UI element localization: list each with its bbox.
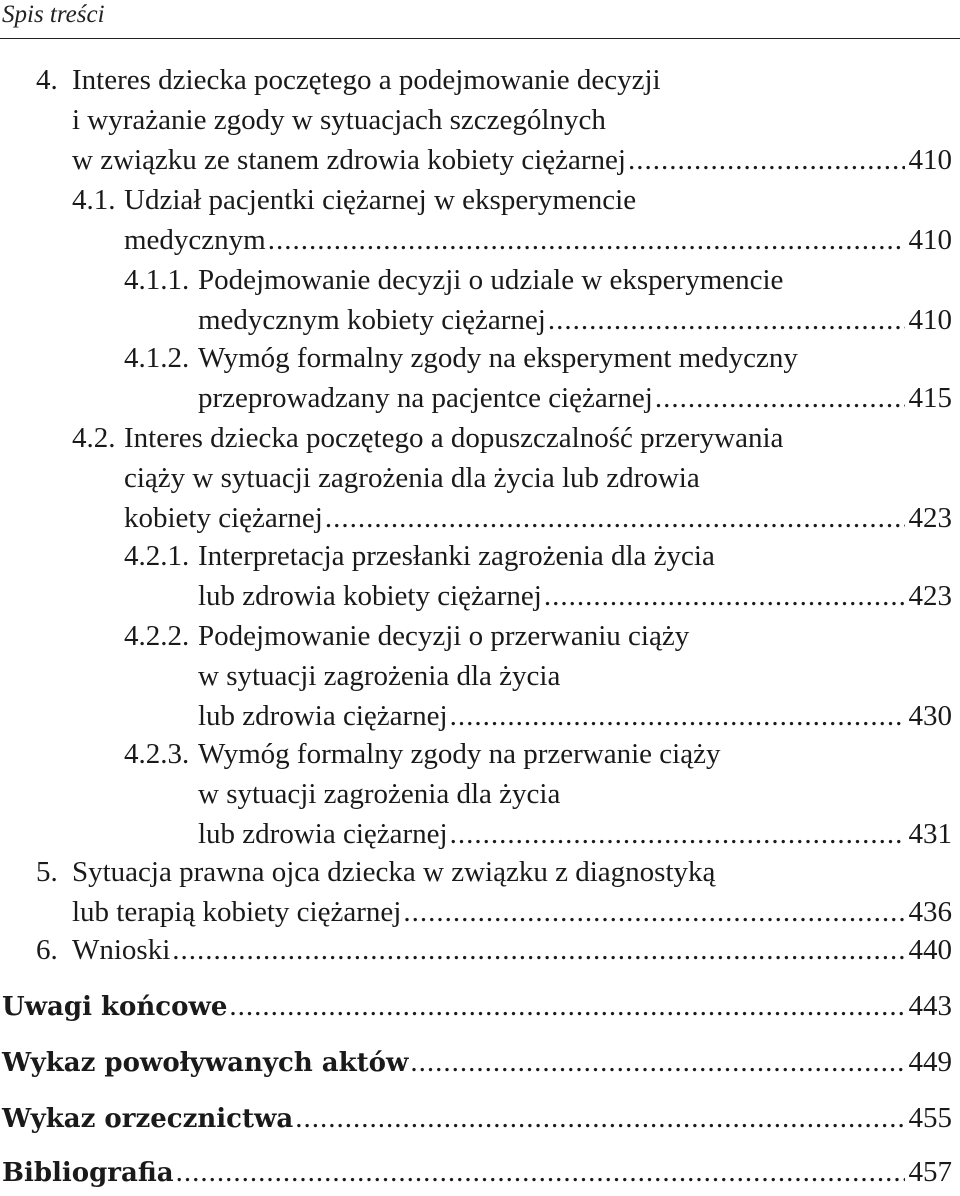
dot-leader [410,1042,904,1082]
toc-entry-number: 4.2.1. [124,540,190,572]
toc-page-number: 431 [908,818,952,850]
toc-entry-4[interactable] [72,140,952,180]
toc-entry-4-2-2[interactable] [198,696,952,736]
toc-entry-number: 4.1. [72,184,116,216]
toc-entry-text: w sytuacji zagrożenia dla życia [198,660,561,692]
toc-entry-text: Podejmowanie decyzji o udziale w eksperymencie [198,264,784,296]
toc-entry-text: w sytuacji zagrożenia dla życia [198,778,561,810]
toc-entry-4-2-3[interactable] [198,814,952,854]
dot-leader [268,220,905,260]
dot-leader [544,576,905,616]
toc-entry-text: lub terapią kobiety ciężarnej [72,896,402,928]
toc-line [0,616,960,656]
dot-leader [548,300,905,340]
toc-line [0,774,960,814]
toc-entry-text: Wymóg formalny zgody na przerwanie ciąży [198,738,721,770]
toc-page-number: 457 [908,1156,952,1188]
toc-entry-4-2[interactable] [124,498,952,538]
toc-page-number: 443 [908,990,952,1022]
toc-entry-4-1[interactable] [124,220,952,260]
toc-entry-number: 6. [36,934,58,966]
toc-entry-number: 4.2. [72,422,116,454]
toc-entry-number: 4.2.2. [124,620,190,652]
toc-entry-number: 4.2.3. [124,738,190,770]
toc-page-number: 440 [908,934,952,966]
toc-entry-text: Wykaz powoływanych aktów [2,1048,409,1078]
toc-line [0,418,960,458]
toc-page-number: 455 [908,1102,952,1134]
toc-entry-text: Interpretacja przesłanki zagrożenia dla życia [198,540,715,572]
toc-entry-uwagi-koncowe[interactable] [2,986,952,1026]
toc-line [0,458,960,498]
toc-page-number: 423 [908,580,952,612]
toc-entry-text: Interes dziecka poczętego a podejmowanie decyzji [72,64,661,96]
toc-entry-text: przeprowadzany na pacjentce ciężarnej [198,382,653,414]
dot-leader [229,986,904,1026]
header-title: Spis treści [2,1,105,28]
toc-line [0,734,960,774]
dot-leader [325,498,905,538]
toc-line [0,100,960,140]
dot-leader [450,814,905,854]
dot-leader [450,696,905,736]
toc-entry-text: Wnioski [72,934,171,966]
toc-entry-text: Wymóg formalny zgody na eksperyment medyczny [198,342,798,374]
toc-entry-text: lub zdrowia kobiety ciężarnej [198,580,542,612]
toc-page-number: 410 [908,224,952,256]
toc-page-number: 430 [908,700,952,732]
toc-line [0,338,960,378]
toc-entry-5[interactable] [72,892,952,932]
toc-page-number: 436 [908,896,952,928]
toc-entry-text: Sytuacja prawna ojca dziecka w związku z diagnostyką [72,856,716,888]
toc-page-number: 410 [908,144,952,176]
toc-page-number: 449 [908,1046,952,1078]
toc-entry-text: i wyrażanie zgody w sytuacjach szczególnych [72,104,606,136]
toc-line [0,656,960,696]
dot-leader [172,930,904,970]
toc-entry-text: Udział pacjentki ciężarnej w eksperymencie [124,184,637,216]
toc-entry-text: medycznym [124,224,266,256]
dot-leader [655,378,905,418]
toc-entry-number: 5. [36,856,58,888]
toc-entry-text: kobiety ciężarnej [124,502,323,534]
toc-line [0,180,960,220]
dot-leader [628,140,905,180]
toc-entry-text: Wykaz orzecznictwa [2,1104,294,1134]
toc-entry-4-1-2[interactable] [198,378,952,418]
toc-entry-text: Interes dziecka poczętego a dopuszczalność przerywania [124,422,784,454]
toc-entry-number: 4. [36,64,58,96]
toc-line [0,536,960,576]
toc-entry-number: 4.1.2. [124,342,190,374]
toc-entry-text: Uwagi końcowe [2,992,228,1022]
toc-entry-text: lub zdrowia ciężarnej [198,818,448,850]
dot-leader [295,1098,904,1138]
toc-entry-6[interactable] [72,930,952,970]
toc-entry-text: Bibliografia [2,1158,174,1188]
toc-entry-text: lub zdrowia ciężarnej [198,700,448,732]
dot-leader [176,1152,905,1192]
toc-page-number: 423 [908,502,952,534]
toc-entry-wykaz-aktow[interactable] [2,1042,952,1082]
toc-entry-text: Podejmowanie decyzji o przerwaniu ciąży [198,620,690,652]
toc-entry-4-2-1[interactable] [198,576,952,616]
toc-line [0,60,960,100]
toc-page-number: 415 [908,382,952,414]
toc-entry-text: ciąży w sytuacji zagrożenia dla życia lub zdrowia [124,462,700,494]
dot-leader [403,892,904,932]
toc-entry-text: medycznym kobiety ciężarnej [198,304,546,336]
toc-page-number: 410 [908,304,952,336]
toc-entry-bibliografia[interactable] [2,1152,952,1192]
toc-entry-4-1-1[interactable] [198,300,952,340]
toc-line [0,852,960,892]
toc-entry-number: 4.1.1. [124,264,190,296]
toc-entry-wykaz-orzecznictwa[interactable] [2,1098,952,1138]
toc-line [0,260,960,300]
toc-entry-text: w związku ze stanem zdrowia kobiety ciężarnej [72,144,626,176]
